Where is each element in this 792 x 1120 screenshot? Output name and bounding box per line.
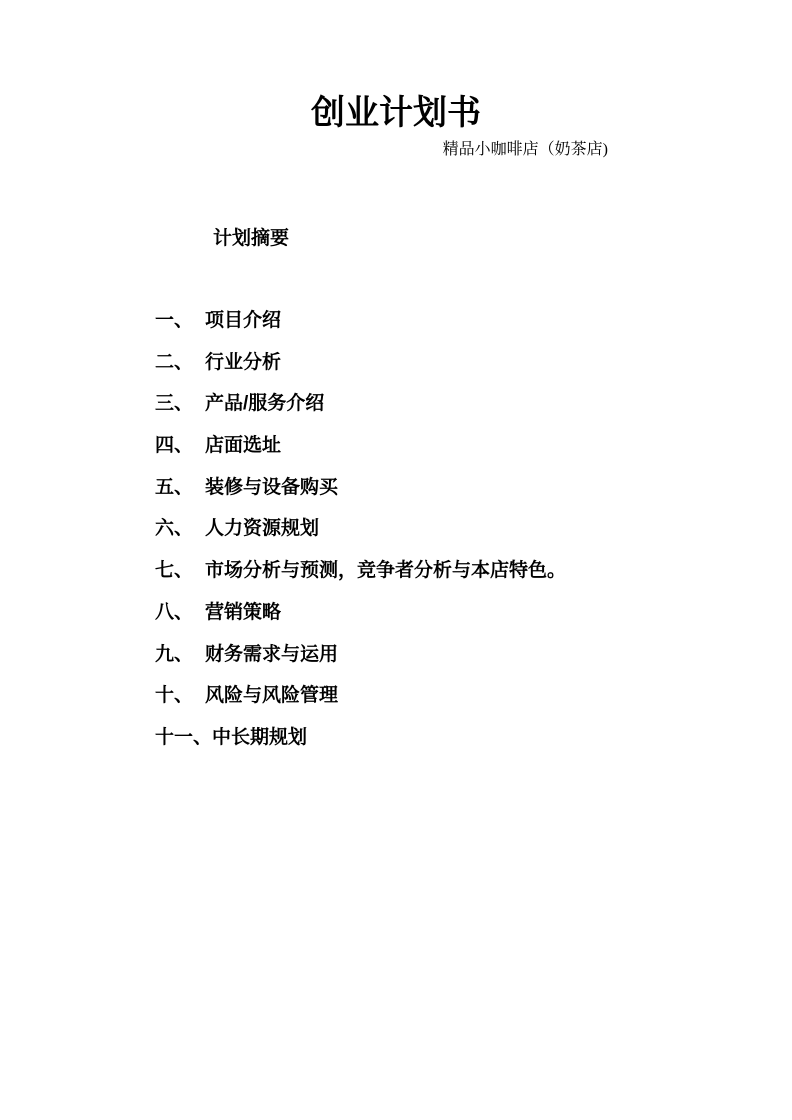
toc-item-number: 十、 — [155, 685, 194, 707]
toc-item — [155, 560, 752, 602]
document-subtitle: 精品小咖啡店（奶茶店) — [442, 141, 608, 158]
toc-item — [155, 477, 752, 519]
toc-item-label: 装修与设备购买 — [205, 476, 339, 498]
toc-item-label: 行业分析 — [205, 351, 282, 373]
toc-item-label: 财务需求与运用 — [205, 643, 339, 665]
toc-item-number: 五、 — [155, 476, 194, 498]
toc-item — [155, 310, 752, 352]
toc-item-label: 人力资源规划 — [205, 518, 320, 540]
toc-item — [155, 518, 752, 560]
toc-item-label: 营销策略 — [205, 601, 282, 623]
table-of-contents — [155, 310, 752, 769]
toc-item — [155, 602, 752, 644]
section-heading-plan-summary: 计划摘要 — [213, 228, 290, 249]
toc-item-label: 风险与风险管理 — [205, 685, 339, 707]
toc-item-number: 十一、 — [155, 726, 213, 748]
toc-item — [155, 644, 752, 686]
document-title: 创业计划书 — [311, 94, 481, 132]
toc-item — [155, 393, 752, 435]
toc-item — [155, 435, 752, 477]
toc-item-number: 四、 — [155, 435, 194, 457]
toc-item-number: 九、 — [155, 643, 194, 665]
toc-item-number: 七、 — [155, 560, 194, 582]
toc-item-label: 市场分析与预测，竞争者分析与本店特色。 — [205, 560, 567, 582]
toc-item — [155, 727, 752, 769]
toc-item-label: 产品/服务介绍 — [205, 393, 325, 415]
toc-item-number: 一、 — [155, 310, 194, 331]
toc-item-number: 八、 — [155, 601, 194, 623]
toc-item-number: 三、 — [155, 393, 194, 415]
toc-item — [155, 352, 752, 394]
toc-item-number: 六、 — [155, 518, 194, 540]
toc-item-label: 项目介绍 — [205, 310, 282, 331]
toc-item-label: 中长期规划 — [212, 726, 308, 748]
toc-item-number: 二、 — [155, 351, 194, 373]
toc-item — [155, 685, 752, 727]
toc-item-label: 店面选址 — [205, 435, 282, 457]
